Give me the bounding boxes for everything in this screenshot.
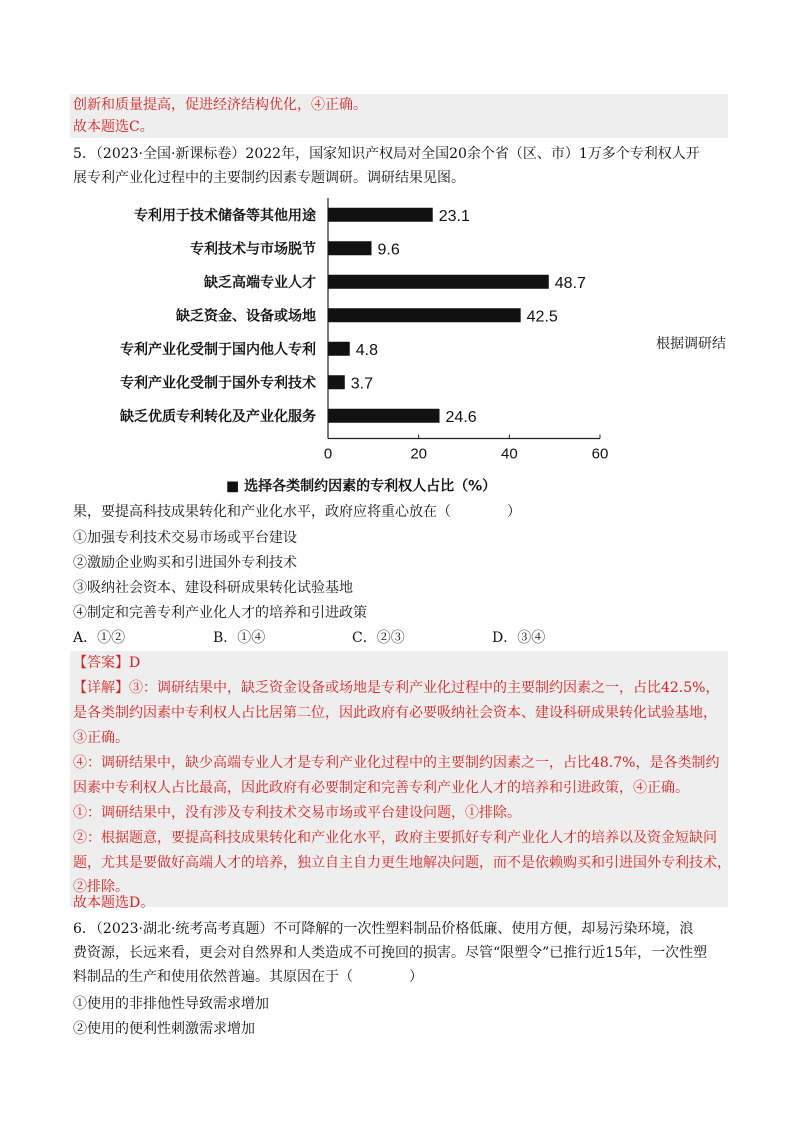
category-label: 缺乏优质专利转化及产业化服务: [120, 408, 316, 425]
value-label: 24.6: [445, 408, 477, 426]
x-tick-label: 60: [591, 445, 609, 463]
q5-explanation-5: 因素中专利权人占比最高，因此政府有必要制定和完善专利产业化人才的培养和引进政策，④正确。: [73, 780, 689, 796]
x-tick-label: 0: [323, 445, 333, 463]
top-line-2: 故本题选C。: [73, 119, 154, 135]
q5-explanation-9: ②排除。: [73, 879, 129, 895]
q6-stem-1: 6．（2023·湖北·统考高考真题）不可降解的一次性塑料制品价格低廉、使用方便，却易污染环境，浪: [73, 921, 694, 937]
value-label: 23.1: [438, 207, 470, 225]
q5-explanation-2: 是各类制约因素中专利权人占比居第二位，因此政府有必要吸纳社会资本、建设科研成果转化试验基地，: [73, 705, 717, 721]
bar: [328, 241, 372, 255]
chart-legend: ■ 选择各类制约因素的专利权人占比（%）: [226, 478, 497, 494]
bar: [328, 275, 549, 289]
q5-explanation-7: ②：根据题意，要提高科技成果转化和产业化水平，政府主要抓好专利产业化人才的培养以及资金短缺问: [73, 830, 717, 846]
x-tick-label: 20: [410, 445, 428, 463]
q5-conclusion: 故本题选D。: [73, 895, 155, 911]
q5-explanation-8: 题，尤其是要做好高端人才的培养，独立自主自力更生地解决问题，而不是依赖购买和引进国外专利技术，: [73, 855, 731, 871]
q5-choice-a: A．①②: [73, 630, 126, 646]
q6-option-2: ②使用的便利性刺激需求增加: [73, 1021, 255, 1037]
q5-side-text: 根据调研结: [656, 336, 726, 352]
bar: [328, 342, 350, 356]
category-label: 缺乏高端专业人才: [204, 274, 316, 291]
value-label: 48.7: [554, 274, 586, 292]
q5-stem-3: 果，要提高科技成果转化和产业化水平，政府应将重心放在（ ）: [73, 504, 521, 520]
category-label: 专利产业化受制于国内他人专利: [120, 341, 316, 358]
top-line-1: 创新和质量提高，促进经济结构优化，④正确。: [73, 97, 367, 113]
q5-explanation-6: ①：调研结果中，没有涉及专利技术交易市场或平台建设问题，①排除。: [73, 805, 521, 821]
q6-stem-3: 料制品的生产和使用依然普遍。其原因在于（ ）: [73, 969, 423, 985]
q5-option-4: ④制定和完善专利产业化人才的培养和引进政策: [73, 605, 367, 621]
q5-choice-d: D．③④: [492, 630, 546, 646]
q5-explanation-1: 【详解】③：调研结果中，缺乏资金设备或场地是专利产业化过程中的主要制约因素之一，占比42.5%，: [73, 680, 720, 696]
q6-stem-2: 费资源，长远来看，更会对自然界和人类造成不可挽回的损害。尽管“限塑令”已推行近15年，一次性塑: [73, 945, 708, 961]
value-label: 4.8: [355, 341, 379, 359]
survey-bar-chart: [80, 194, 640, 494]
value-label: 3.7: [350, 375, 374, 393]
bar: [328, 208, 433, 222]
value-label: 9.6: [377, 241, 400, 259]
bar: [328, 308, 521, 322]
q5-option-2: ②激励企业购买和引进国外专利技术: [73, 555, 297, 571]
q5-choice-b: B．①④: [213, 630, 266, 646]
category-label: 专利技术与市场脱节: [190, 241, 316, 258]
q5-explanation-4: ④：调研结果中，缺少高端专业人才是专利产业化过程中的主要制约因素之一，占比48.7%，是各类制约: [73, 755, 720, 771]
bar: [328, 409, 440, 423]
x-tick-label: 40: [500, 445, 518, 463]
q5-explanation-3: ③正确。: [73, 730, 129, 746]
q5-answer: 【答案】D: [73, 655, 141, 671]
q5-stem-1: 5．（2023·全国·新课标卷）2022年，国家知识产权局对全国20余个省（区、市）1万多个专利权人开: [73, 146, 700, 162]
q6-option-1: ①使用的非排他性导致需求增加: [73, 996, 269, 1012]
q5-option-3: ③吸纳社会资本、建设科研成果转化试验基地: [73, 580, 353, 596]
bar: [328, 375, 345, 389]
q5-option-1: ①加强专利技术交易市场或平台建设: [73, 530, 297, 546]
chart-svg: [80, 194, 640, 494]
category-label: 缺乏资金、设备或场地: [176, 308, 316, 325]
value-label: 42.5: [526, 308, 558, 326]
category-label: 专利产业化受制于国外专利技术: [120, 375, 316, 392]
category-label: 专利用于技术储备等其他用途: [134, 207, 316, 224]
q5-stem-2: 展专利产业化过程中的主要制约因素专题调研。调研结果见图。: [73, 170, 465, 186]
q5-choice-c: C．②③: [352, 630, 405, 646]
